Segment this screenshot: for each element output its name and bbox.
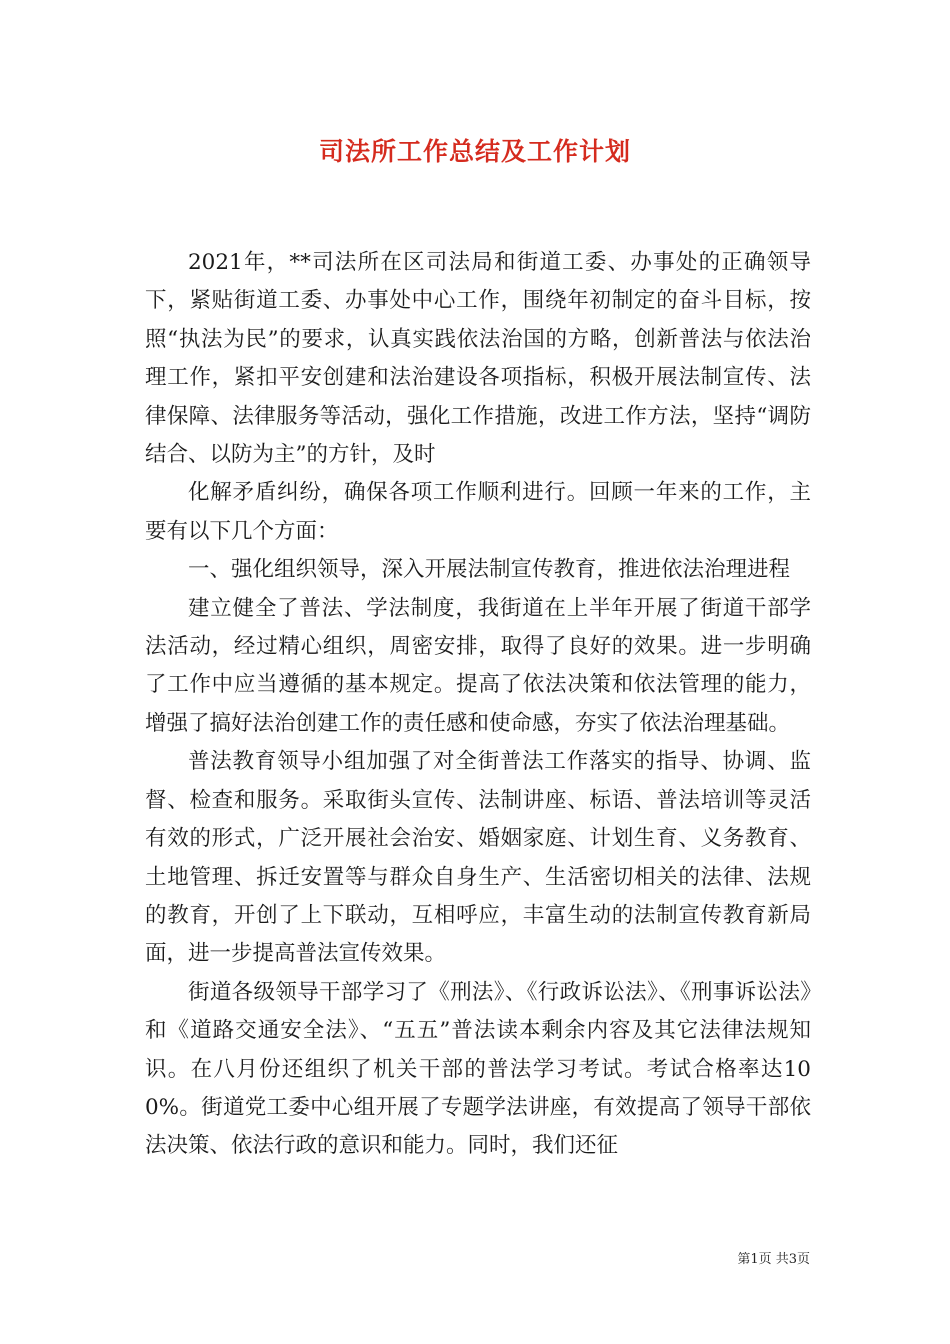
paragraph: 化解矛盾纠纷，确保各项工作顺利进行。回顾一年来的工作，主要有以下几个方面： — [145, 480, 811, 544]
paragraph: 普法教育领导小组加强了对全街普法工作落实的指导、协调、监督、检查和服务。采取街头宣传、法制讲座、标语、普法培训等灵活有效的形式，广泛开展社会治安、婚姻家庭、计划生育、义务教育、土地管理、拆迁安置等与群众自身生产、生活密切相关的法律、法规的教育，开创了上下联动，互相呼应，丰富生动的法制宣传教育新局面，进一步提高普法宣传效果。 — [145, 749, 811, 967]
section-heading: 一、强化组织领导，深入开展法制宣传教育，推进依法治理进程 — [188, 557, 791, 583]
document-title: 司法所工作总结及工作计划 — [318, 137, 631, 166]
paragraph: 街道各级领导干部学习了《刑法》、《行政诉讼法》、《刑事诉讼法》和《道路交通安全法》、“五五”普法读本剩余内容及其它法律法规知识。在八月份还组织了机关干部的普法学习考试。考试合格率达100%。街道党工委中心组开展了专题学法讲座，有效提高了领导干部依法决策、依法行政的意识和能力。同时，我们还征 — [145, 979, 811, 1159]
paragraph: 建立健全了普法、学法制度，我街道在上半年开展了街道干部学法活动，经过精心组织，周密安排，取得了良好的效果。进一步明确了工作中应当遵循的基本规定。提高了依法决策和依法管理的能力，增强了搞好法治创建工作的责任感和使命感，夯实了依法治理基础。 — [145, 595, 811, 736]
page-number-footer: 第1页 共3页 — [737, 1252, 810, 1267]
paragraph: 2021年，**司法所在区司法局和街道工委、办事处的正确领导下，紧贴街道工委、办事处中心工作，围绕年初制定的奋斗目标，按照“执法为民”的要求，认真实践依法治国的方略，创新普法与依法治理工作，紧扣平安创建和法治建设各项指标，积极开展法制宣传、法律保障、法律服务等活动，强化工作措施，改进工作方法，坚持“调防结合、以防为主”的方针，及时 — [145, 250, 811, 468]
document-body — [145, 244, 811, 1166]
